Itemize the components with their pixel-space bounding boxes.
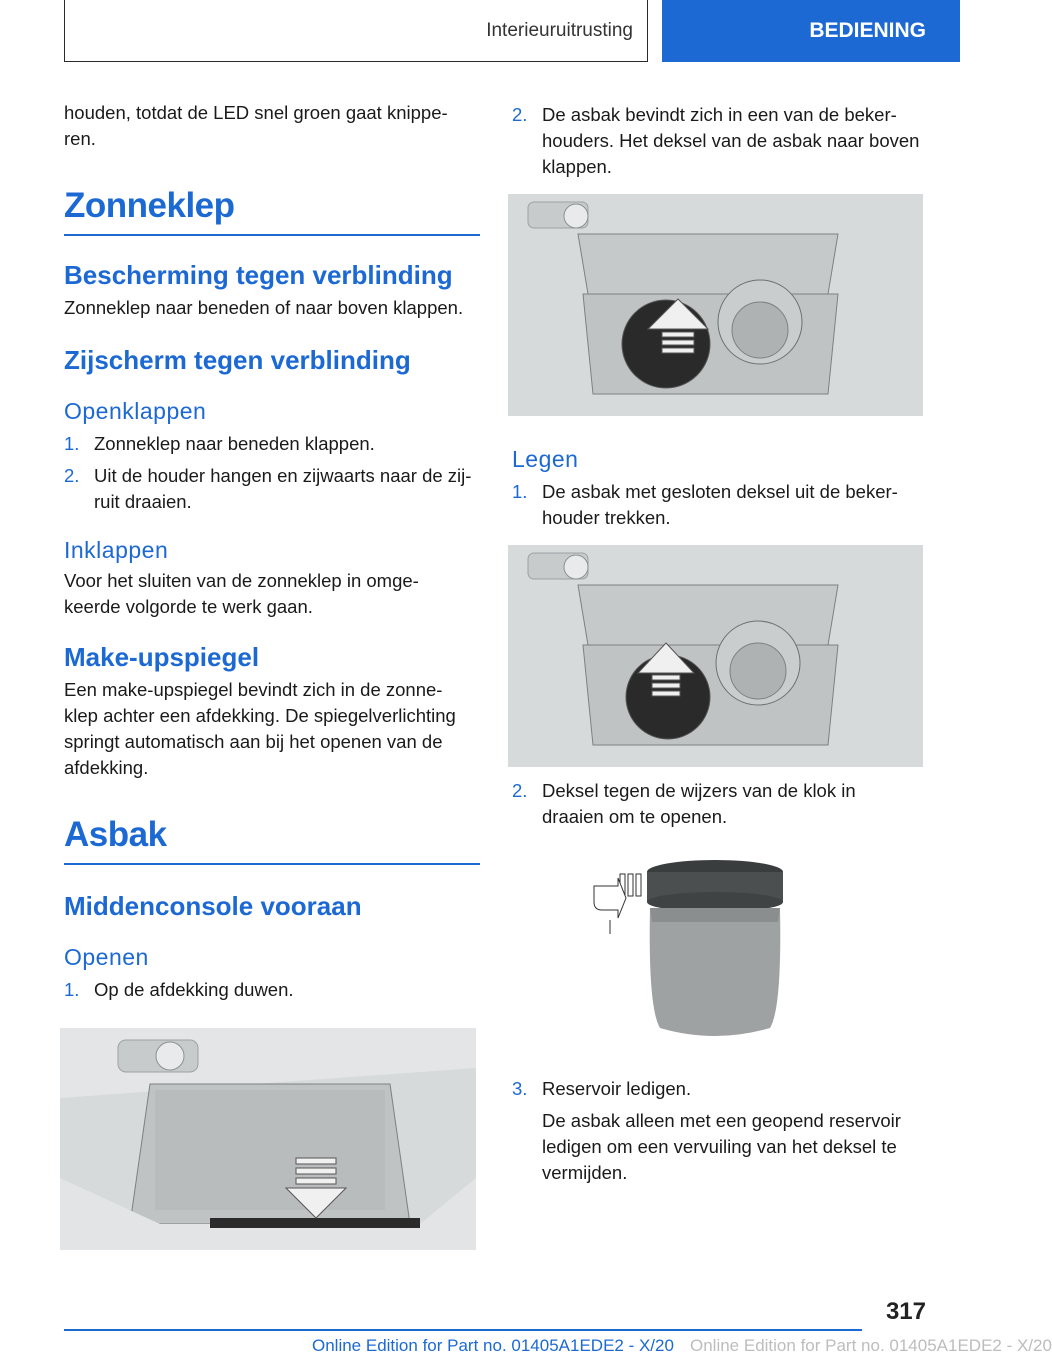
footer-rule	[64, 1329, 862, 1331]
ashtray-cup-svg	[590, 858, 790, 1044]
rotate-arrow-icon	[594, 874, 641, 934]
step-text: Op de afdekking duwen.	[94, 979, 294, 1000]
step-number: 2.	[512, 780, 528, 801]
ashtray-open-photo	[508, 194, 923, 416]
heading-makeup: Make-upspiegel	[64, 642, 260, 672]
step-text: Zonneklep naar beneden klappen.	[94, 433, 375, 454]
step-text: Reservoir ledigen.	[542, 1078, 692, 1099]
heading-asbak: Asbak	[64, 815, 167, 854]
header-chapter-title: BEDIENING	[809, 19, 926, 42]
header-section-tab	[64, 0, 648, 62]
paragraph-bescherming: Zonneklep naar beneden of naar boven klappen.	[64, 297, 464, 318]
heading-openklappen: Openklappen	[64, 398, 207, 424]
step-number: 3.	[512, 1078, 528, 1099]
step-number: 2.	[512, 104, 528, 125]
header-section-title: Interieuruitrusting	[486, 19, 633, 41]
list-item	[512, 102, 926, 180]
ashtray-pull-illustration	[508, 545, 923, 767]
page-number: 317	[885, 1298, 926, 1325]
console-cover-photo	[60, 1028, 476, 1250]
step3-note: De asbak alleen met een geopend reservoir ledigen om een vervuiling van het deksel te vermijden.	[542, 1110, 901, 1183]
step-text: De asbak bevindt zich in een van de beker- houders. Het deksel van de asbak naar boven klappen.	[542, 104, 920, 177]
step-number: 1.	[512, 481, 528, 502]
heading-openen: Openen	[64, 944, 149, 970]
heading-middenconsole: Middenconsole vooraan	[64, 891, 362, 921]
heading-zonneklep: Zonneklep	[64, 186, 235, 225]
heading-zijscherm: Zijscherm tegen verblinding	[64, 345, 411, 375]
heading-inklappen: Inklappen	[64, 537, 169, 563]
list-item	[64, 431, 480, 457]
footer-edition: Online Edition for Part no. 01405A1EDE2 - X/20	[312, 1336, 674, 1355]
heading-rule	[64, 234, 480, 236]
ashtray-open-illustration	[508, 194, 923, 416]
openklappen-steps	[64, 431, 480, 515]
list-item	[512, 778, 926, 830]
step-text: Uit de houder hangen en zijwaarts naar de zij- ruit draaien.	[94, 465, 472, 512]
step-number: 1.	[64, 433, 80, 454]
heading-legen: Legen	[512, 446, 579, 472]
paragraph-inklappen: Voor het sluiten van de zonneklep in omge- keerde volgorde te werk gaan.	[64, 570, 419, 617]
list-item	[512, 1076, 926, 1102]
heading-bescherming: Bescherming tegen verblinding	[64, 260, 453, 290]
heading-rule	[64, 863, 480, 865]
legen-section	[512, 446, 926, 531]
list-item	[64, 463, 480, 515]
list-item	[512, 479, 926, 531]
ashtray-pull-photo	[508, 545, 923, 767]
list-item	[64, 977, 480, 1003]
header-chapter-tab	[662, 0, 960, 62]
paragraph-makeup: Een make-upspiegel bevindt zich in de zonne- klep achter een afdekking. De spiegelverlichting springt automatisch aan bij het openen van de afdekking.	[64, 679, 456, 778]
right-column	[512, 102, 926, 180]
step-text: Deksel tegen de wijzers van de klok in draaien om te openen.	[542, 780, 856, 827]
step-number: 1.	[64, 979, 80, 1000]
step-number: 2.	[64, 465, 80, 486]
console-cover-illustration	[60, 1028, 476, 1250]
legen-step3	[512, 1076, 926, 1186]
ashtray-cup-illustration	[590, 858, 790, 1044]
left-column	[64, 100, 480, 1003]
legen-step2	[512, 778, 926, 830]
intro-paragraph: houden, totdat de LED snel groen gaat knippe- ren.	[64, 102, 448, 149]
footer-watermark: Online Edition for Part no. 01405A1EDE2 - X/20	[690, 1336, 1052, 1355]
step-text: De asbak met gesloten deksel uit de beker- houder trekken.	[542, 481, 898, 528]
